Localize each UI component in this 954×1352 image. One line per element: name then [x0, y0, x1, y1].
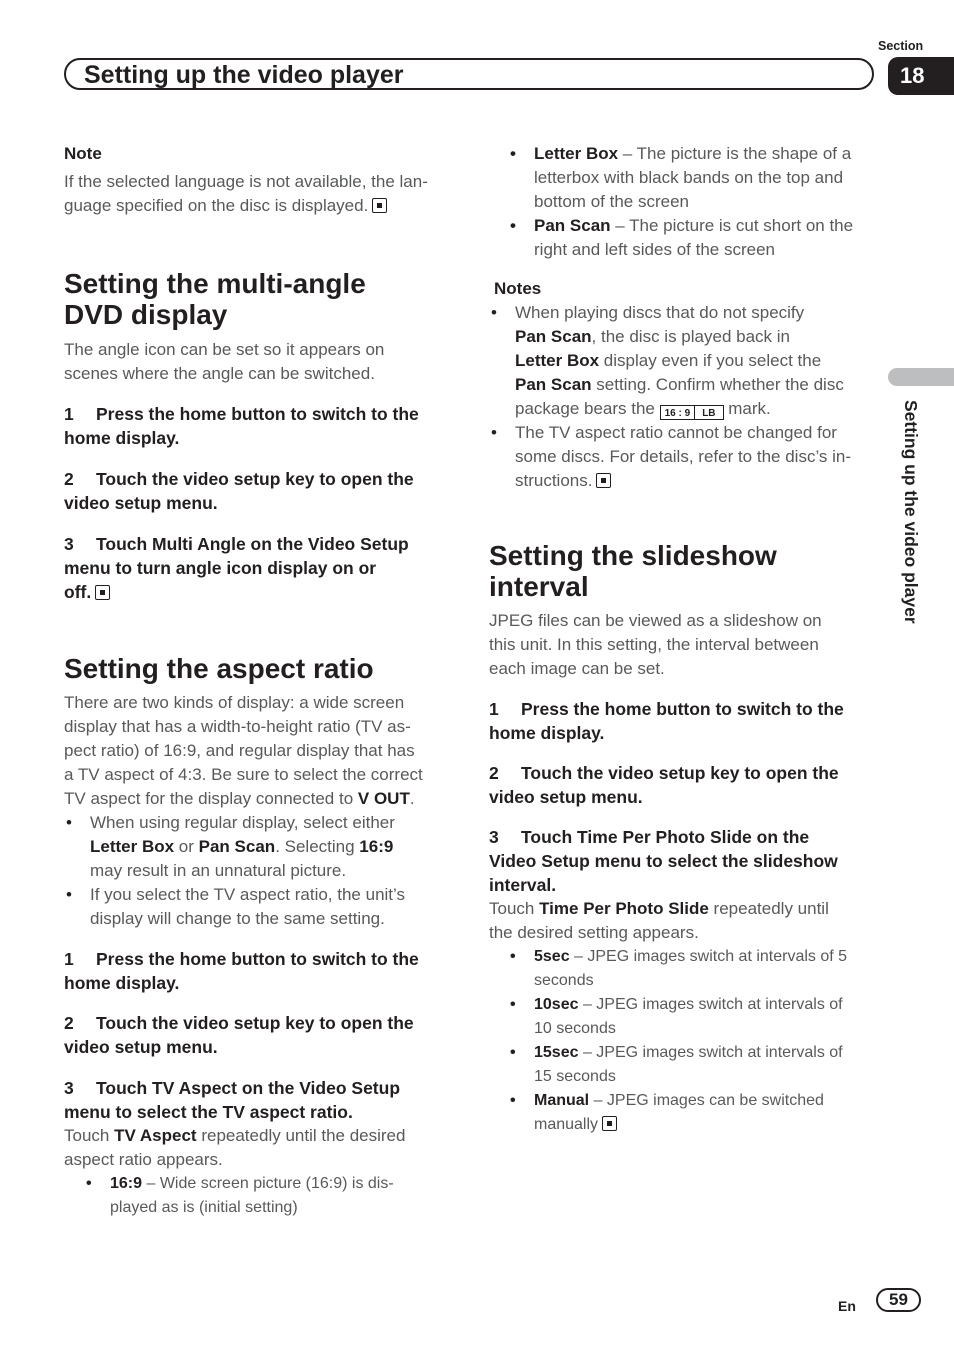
multi-angle-heading: Setting the multi-angle DVD display [64, 268, 366, 330]
side-tab-label: Setting up the video player [901, 400, 921, 624]
slideshow-heading: Setting the slideshow interval [489, 540, 777, 602]
right-column [489, 142, 879, 1137]
aspect-options [86, 1172, 454, 1220]
list-item: • 15sec – JPEG images switch at intervals of 15 seconds [510, 1044, 843, 1085]
list-item: • 10sec – JPEG images switch at intervals of 10 seconds [510, 996, 843, 1037]
list-item: • The TV aspect ratio cannot be changed for some discs. For details, refer to the disc’s in- structions. [491, 423, 852, 490]
slideshow-step-2: 2 Touch the video setup key to open the video setup menu. [489, 763, 839, 807]
end-of-section-icon [95, 585, 110, 600]
page-number: 59 [876, 1288, 921, 1312]
aspect-mark-icon: 16 : 9 LB [660, 405, 724, 420]
multi-angle-step-3: 3 Touch Multi Angle on the Video Setup menu to turn angle icon display on or off. [64, 534, 409, 602]
section-label: Section [878, 39, 924, 53]
end-of-section-icon [602, 1116, 617, 1131]
note-text: If the selected language is not available, the lan- guage specified on the disc is displayed. [64, 172, 428, 215]
end-of-section-icon [372, 198, 387, 213]
aspect-touch-instruction: Touch TV Aspect repeatedly until the desired aspect ratio appears. [64, 1126, 406, 1169]
multi-angle-step-1: 1 Press the home button to switch to the home display. [64, 404, 419, 448]
multi-angle-step-2: 2 Touch the video setup key to open the video setup menu. [64, 469, 414, 513]
language-label: En [838, 1298, 856, 1314]
end-of-section-icon [596, 473, 611, 488]
aspect-step-2: 2 Touch the video setup key to open the video setup menu. [64, 1013, 414, 1057]
aspect-intro: There are two kinds of display: a wide screen display that has a width-to-height ratio (TV as- pect ratio) of 16:9, and regular display that has a TV aspect of 4:3. Be sure to select the correct TV aspect for the display connected to V OUT. [64, 693, 423, 808]
list-item: • When using regular display, select either Letter Box or Pan Scan. Selecting 16:9 may result in an unnatural picture. [66, 813, 395, 880]
slideshow-touch-instruction: Touch Time Per Photo Slide repeatedly until the desired setting appears. [489, 899, 829, 942]
slideshow-options [510, 945, 879, 1137]
list-item: • 16:9 – Wide screen picture (16:9) is dis- played as is (initial setting) [86, 1175, 394, 1216]
aspect-bullets [66, 811, 454, 931]
aspect-step-1: 1 Press the home button to switch to the home display. [64, 949, 419, 993]
aspect-options-continued [510, 142, 879, 262]
aspect-step-3: 3 Touch TV Aspect on the Video Setup menu to select the TV aspect ratio. [64, 1078, 401, 1122]
left-column [64, 142, 454, 1220]
list-item: • Pan Scan – The picture is cut short on the right and left sides of the screen [510, 216, 854, 259]
list-item: • When playing discs that do not specify Pan Scan, the disc is played back in Letter Box display even if you select the Pan Scan setting. Confirm whether the disc package bears the 16 : 9 LB mark. [491, 303, 844, 419]
slideshow-step-1: 1 Press the home button to switch to the home display. [489, 699, 844, 743]
notes-list [491, 301, 879, 493]
list-item: • 5sec – JPEG images switch at intervals of 5 seconds [510, 948, 848, 989]
notes-heading: Notes [494, 279, 542, 298]
note-heading: Note [64, 144, 102, 163]
list-item: • If you select the TV aspect ratio, the unit’s display will change to the same setting. [66, 885, 405, 928]
page-header-title: Setting up the video player [84, 61, 404, 89]
side-tab-marker [888, 368, 954, 386]
list-item: • Manual – JPEG images can be switched manually [510, 1092, 824, 1133]
multi-angle-intro: The angle icon can be set so it appears on scenes where the angle can be switched. [64, 340, 385, 383]
aspect-heading: Setting the aspect ratio [64, 653, 374, 684]
section-number-tab: 18 [888, 57, 954, 95]
list-item: • Letter Box – The picture is the shape of a letterbox with black bands on the top and bottom of the screen [510, 144, 852, 211]
slideshow-step-3: 3 Touch Time Per Photo Slide on the Video Setup menu to select the slideshow interval. [489, 827, 838, 895]
slideshow-intro: JPEG files can be viewed as a slideshow on this unit. In this setting, the interval between each image can be set. [489, 611, 822, 678]
